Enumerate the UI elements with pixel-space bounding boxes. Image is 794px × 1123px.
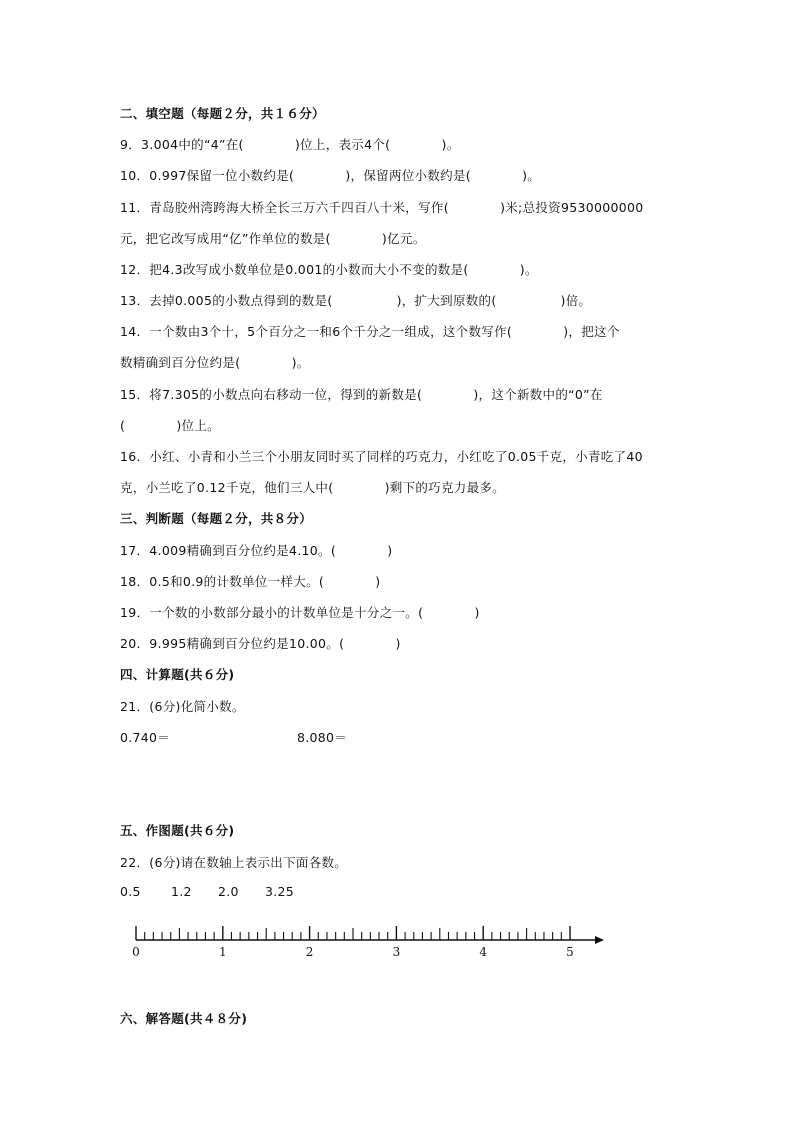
question-9: 9．3.004中的“4”在( )位上，表示4个( )。 [120,137,460,152]
question-11-line-2: 元，把它改写成用“亿”作单位的数是( )亿元。 [120,231,426,246]
section-6-title: 六、解答题(共４８分) [120,1011,248,1026]
question-12: 12．把4.3改写成小数单位是0.001的小数而大小不变的数是( )。 [120,262,538,277]
axis-tick-label: 3 [392,945,401,959]
q22-number-3: 2.0 [218,884,239,899]
section-3-title: 三、判断题（每题２分，共８分） [120,511,313,526]
axis-tick-label: 0 [132,945,140,959]
number-line-svg [128,910,618,970]
axis-tick-label: 1 [218,945,227,959]
number-line [128,910,618,970]
question-19: 19．一个数的小数部分最小的计数单位是十分之一。( ) [120,605,480,620]
question-16-line-2: 克，小兰吃了0.12千克，他们三人中( )剩下的巧克力最多。 [120,480,505,495]
question-10: 10．0.997保留一位小数约是( )，保留两位小数约是( )。 [120,168,541,183]
q22-number-1: 0.5 [120,884,141,899]
q22-number-4: 3.25 [265,884,295,899]
question-11-line-1: 11．青岛胶州湾跨海大桥全长三万六千四百八十米，写作( )米;总投资9530000000 [120,200,644,215]
axis-tick-label: 4 [479,945,488,959]
axis-tick-label: 5 [566,945,574,959]
section-4-title: 四、计算题(共６分) [120,667,235,682]
question-18: 18．0.5和0.9的计数单位一样大。( ) [120,574,381,589]
axis-tick-label: 2 [305,945,314,959]
question-21-item-a: 0.740＝ [120,730,171,745]
question-13: 13．去掉0.005的小数点得到的数是( )，扩大到原数的( )倍。 [120,293,592,308]
question-21-item-b: 8.080＝ [297,730,348,745]
question-15-line-2: ( )位上。 [120,418,220,433]
question-22: 22．(6分)请在数轴上表示出下面各数。 [120,855,348,870]
section-5-title: 五、作图题(共６分) [120,823,235,838]
question-17: 17．4.009精确到百分位约是4.10。( ) [120,543,393,558]
section-2-title: 二、填空题（每题２分，共１６分） [120,106,325,121]
question-16-line-1: 16．小红、小青和小兰三个小朋友同时买了同样的巧克力，小红吃了0.05千克，小青吃了40 [120,449,643,464]
question-21: 21．(6分)化简小数。 [120,699,245,714]
q22-number-2: 1.2 [171,884,192,899]
axis-arrow [595,936,604,944]
question-14-line-1: 14．一个数由3个十，5个百分之一和6个千分之一组成，这个数写作( )，把这个 [120,324,620,339]
question-20: 20．9.995精确到百分位约是10.00。( ) [120,636,401,651]
question-15-line-1: 15．将7.305的小数点向右移动一位，得到的新数是( )，这个新数中的“0”在 [120,387,603,402]
question-14-line-2: 数精确到百分位约是( )。 [120,355,310,370]
